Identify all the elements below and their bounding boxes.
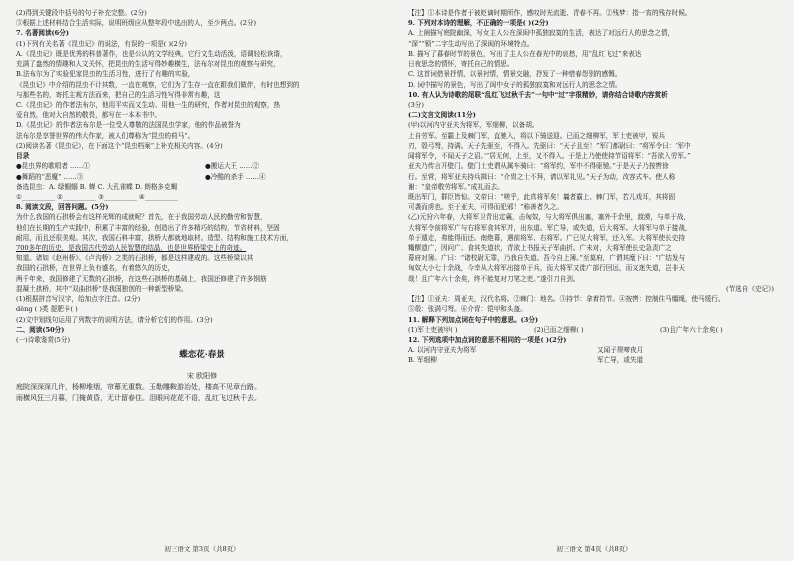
passage-line: 知道。诸如《赵州桥》、《卢沟桥》之类的石拱桥，都是这样建成的。这些桥梁以其 xyxy=(16,254,254,263)
poem-line: 庭院深深深几许，杨柳堆烟，帘幕无重数。玉勒雕鞍游冶处，楼高不见章台路。 xyxy=(16,382,261,391)
page-footer: 初三语文 第4页（共8页） xyxy=(556,544,632,553)
catalog-item: ●昆虫界的歌唱者 ……① xyxy=(16,162,90,171)
note-line: 【注】①亚夫：周亚夫，汉代名将。②棘门：地名。③持节：拿着符节。④按辔：控制住马缰绳，使马缓行。 xyxy=(408,295,725,304)
answer-blanks: děng ( )类 提肥卡( ) xyxy=(16,305,78,314)
passage-line: 亚夫乃传言开壁门。壁门士吏谓从属车骑曰：“将军约，军中不得驱驰。”于是天子乃按辔徐 xyxy=(408,162,669,171)
option-row xyxy=(408,345,780,355)
option-item: B. 军细柳 xyxy=(408,356,437,365)
catalog-row xyxy=(16,161,388,171)
passage-line: 他们在长期的生产实践中，积累了丰富的经验，创造出了许多精巧的结构，节省材料，坚固 xyxy=(16,223,280,232)
right-column xyxy=(408,8,780,556)
section-heading: 二、阅读(50分) xyxy=(16,325,65,334)
text-line: 爱自然，他对大自然的敬畏，都写在一本本书中。 xyxy=(16,111,162,120)
passage-line: 行。至营，将军亚夫持兵揖曰：“介胄之士不拜，请以军礼见。”天子为动，改容式车。使人称 xyxy=(408,172,676,181)
sub-question: (1)根据拼音写汉字，给加点字注音。(2分) xyxy=(16,295,141,304)
options-line: 备选昆虫：A. 绿蝈蝈 B. 蝉 C. 大孔雀蝶 D. 朗格多克蝎 xyxy=(16,182,178,191)
passage-source: (节选自《史记》) xyxy=(725,284,774,293)
text-line: A.《昆虫记》既是优秀的科普著作，也是公认的文学经典，它行文生动活泼，语调轻松诙谐， xyxy=(16,49,287,58)
catalog-title: 目录 xyxy=(16,152,30,161)
passage-line: 哉！且广年六十余矣，终不能复对刀笔之吏。”遂引刀自刭。 xyxy=(408,274,580,283)
option-item: 军亡导，或失道 xyxy=(597,356,644,365)
answer-item: (2)已而之细柳( ) xyxy=(534,325,584,334)
catalog-row xyxy=(16,172,388,182)
passage-line: (甲)以河内守亚夫为将军，军细柳，以备胡。 xyxy=(408,121,539,130)
poem-title: 蝶恋花·春景 xyxy=(179,350,225,361)
text-line: ③根据上述材料结合生活实际，说明班级应从整年段中选出的人，至少两点。(2分) xyxy=(16,19,257,28)
question-heading: 9. 下列对本诗的理解，不正确的一项是( )(2分) xyxy=(408,19,549,28)
catalog-item: ●舞蹈的“恶魔” ……③ xyxy=(16,172,84,181)
passage-line: 单于遁走，弗能得而还。南绝幕，遇前将军、右将军。广已见大将军，还入军。大将军使长史持 xyxy=(408,233,685,242)
passage-line: 可袭而虏也。至于亚夫，可得而犯邪！”称善者久之。 xyxy=(408,203,564,212)
option-line: C. 这首词借景抒情，以景衬情，情景交融，抒发了一种惜春怨别的感慨。 xyxy=(408,70,622,79)
answer-blanks: ①__________ ②__________ ③__________ ④__________ xyxy=(16,192,178,201)
passage-line: 大将军令前将军广与右将军食其军并，出东道。军亡导，或失道，后大将军。大将军与单于接战， xyxy=(408,223,692,232)
question-heading: 8. 阅读文段，回答问题。(5分) xyxy=(16,203,109,212)
text-line: (2)得到关键段中括号的句子补充完整。(2分) xyxy=(16,9,147,17)
option-row xyxy=(408,355,780,365)
text-line: 法布尔是享誉世界的伟大作家，被人们尊称为“昆虫的荷马”。 xyxy=(16,131,195,140)
catalog-item: ●搬运大王 ……② xyxy=(205,162,260,171)
passage-line: 上自劳军。至霸上及棘门军，直驰入，将以下骑送迎。已而之细柳军，军士吏被甲，锐兵 xyxy=(408,131,666,140)
passage-line: 700多年的历史，是我国古代劳动人民智慧的结晶，也是世界桥梁史上的奇迹。 xyxy=(16,244,247,253)
page-footer: 初三语文 第3页（共8页） xyxy=(164,544,240,553)
text-line: 充满了盎然的情趣和人文关怀，把昆虫的生活写得妙趣横生，法布尔对昆虫的观察与研究， xyxy=(16,60,280,69)
passage-line: 糒醪遗广，因问广、食其失道状，青欲上书报天子军曲折。广未对，大将军使长史急责广之 xyxy=(408,244,672,253)
question-heading: 7. 名著阅读(6分) xyxy=(16,29,69,38)
passage-line: 两千年来，我国修建了无数的石拱桥，在这些石拱桥的基础上，我国还修建了许多钢筋 xyxy=(16,274,267,283)
question-heading: 10. 有人认为诗歌的尾联“乱红飞过秋千去”一句中“过”字很精妙，请你结合诗歌内容赏析 xyxy=(408,90,668,99)
poem-author: 宋 欧阳修 xyxy=(186,371,218,380)
text-line: (3分) xyxy=(408,100,424,109)
text-line: D.《昆虫记》的作者法布尔是一位受人尊敬的法国昆虫学家，他的作品被誉为 xyxy=(16,121,241,130)
answer-item: (3)且广年六十余矣( ) xyxy=(660,325,723,334)
answer-item: (1)军士吏被甲( ) xyxy=(408,325,458,334)
catalog-item: ●冷酷的杀手 ……④ xyxy=(205,172,266,181)
subsection-heading: (一)诗歌鉴赏(5分) xyxy=(16,336,71,344)
passage-line: 混凝土拱桥，其中“双曲拱桥”是我国独创的一种新型桥梁。 xyxy=(16,284,188,293)
text-line: C.《昆虫记》的作者法布尔，他用平实而又生动、用他一生的研究，作者对昆虫的观察，热 xyxy=(16,100,281,109)
passage-line: 幕府对簿。广曰：“诸校尉无罪，乃我自失道。吾今自上簿。”至莫府，广谓其麾下曰：“广结发与 xyxy=(408,254,686,263)
sub-question: (2)文中划线句运用了列数字的说明方法，请分析它们的作用。(3分) xyxy=(16,315,213,324)
text-line: (1)下列有关名著《昆虫记》的说法，有误的一项是( )(2分) xyxy=(16,39,187,48)
left-column xyxy=(16,8,388,556)
passage-line: 刃，彀弓弩，持满。天子先驱至，不得入。先驱曰：“天子且至！”军门都尉曰：“将军令曰：‘军中 xyxy=(408,141,691,150)
passage-line: 匈奴大小七十余战，今幸从大将军出接单于兵，而大将军又徙广部行回远，而又迷失道，岂非天 xyxy=(408,264,685,273)
option-line: 日夜思念的情怀，寄托自己的情思。 xyxy=(408,60,514,69)
question-heading: 12. 下列选项中加点词的意思不相同的一项是( )(2分) xyxy=(408,336,567,344)
passage-line: 为什么我国的石拱桥会有这样光辉的成就呢？首先，在于我国劳动人民的勤劳和智慧， xyxy=(16,213,267,222)
passage-line: 既出军门，群臣皆惊。文帝曰：“嗟乎，此真将军矣！曩者霸上、棘门军，若儿戏耳，其将固 xyxy=(408,192,676,201)
answer-row xyxy=(408,325,780,335)
note-line: ⑤彀：张满弓弩。⑥介胄：铠甲和头盔。 xyxy=(408,305,527,314)
option-line: D. 词中描写的景色，写出了闺中女子的孤独寂寞和对远行人的思念之情。 xyxy=(408,80,622,89)
option-line: “深”“锁”二字生动写出了深闺的环境特点。 xyxy=(408,39,534,48)
passage-line: 闻将军令，不闻天子之诏。’”居无何，上至，又不得入。于是上乃使使持节诏将军：“吾欲入劳军。” xyxy=(408,152,691,161)
text-line: B.法布尔为了实验犯家昆虫的生活习性，进行了有趣的实验， xyxy=(16,70,195,79)
option-line: B. 描写了暮春时节的景色，写出了主人公在春光中的哀愁，用“乱红飞过”来表达 xyxy=(408,49,642,58)
passage-line: 耐用，而且还很美观。其次，我国石料丰富，拱桥大都就地取材。造型、结构和施工技术方面， xyxy=(16,233,293,242)
text-line: 与那些名的，寄托主观方法而来，把自己的生活习性写得非常有趣，这 xyxy=(16,90,221,99)
passage-line: (乙)元狩六年春，大将军卫青出定襄，击匈奴，与大将军俱出塞，塞外千余里，渡漠，与单于战， xyxy=(408,213,691,222)
note-line: 【注】①本诗是作者于被贬谪时期所作，感叹时光流逝、青春不再。②残梦：指一宵的残存时候。 xyxy=(408,9,692,17)
passage-line: 谢：“皇帝敬劳将军。”成礼而去。 xyxy=(408,182,504,191)
option-item: 又闻子规啼夜月 xyxy=(597,346,644,355)
text-line: (2)阅读名著《昆虫记》，在下面这个“昆虫档案”上补充相关内容。(4分) xyxy=(16,141,223,150)
poem-line: 雨横风狂三月暮，门掩黄昏，无计留春住。泪眼问花花不语，乱红飞过秋千去。 xyxy=(16,393,261,402)
question-heading: 11. 解释下列加点词在句子中的意思。(3分) xyxy=(408,315,539,324)
text-line: 《昆虫记》中介绍的昆虫不计其数，一直在观察，它们为了生存一直在跟我们做伴，有时也想到的 xyxy=(16,80,300,89)
option-item: A. 以河内守亚夫为将军 xyxy=(408,346,477,355)
section-heading: (二)文言文阅读(11分) xyxy=(408,111,476,120)
option-line: A. 上阕描写庭院幽深，写女主人公在深闺中孤独寂寞的生活，表达了对远行人的思念之情， xyxy=(408,29,675,38)
passage-line: 我国的石拱桥，在世界上负有盛名，有着悠久的历史， xyxy=(16,264,175,273)
